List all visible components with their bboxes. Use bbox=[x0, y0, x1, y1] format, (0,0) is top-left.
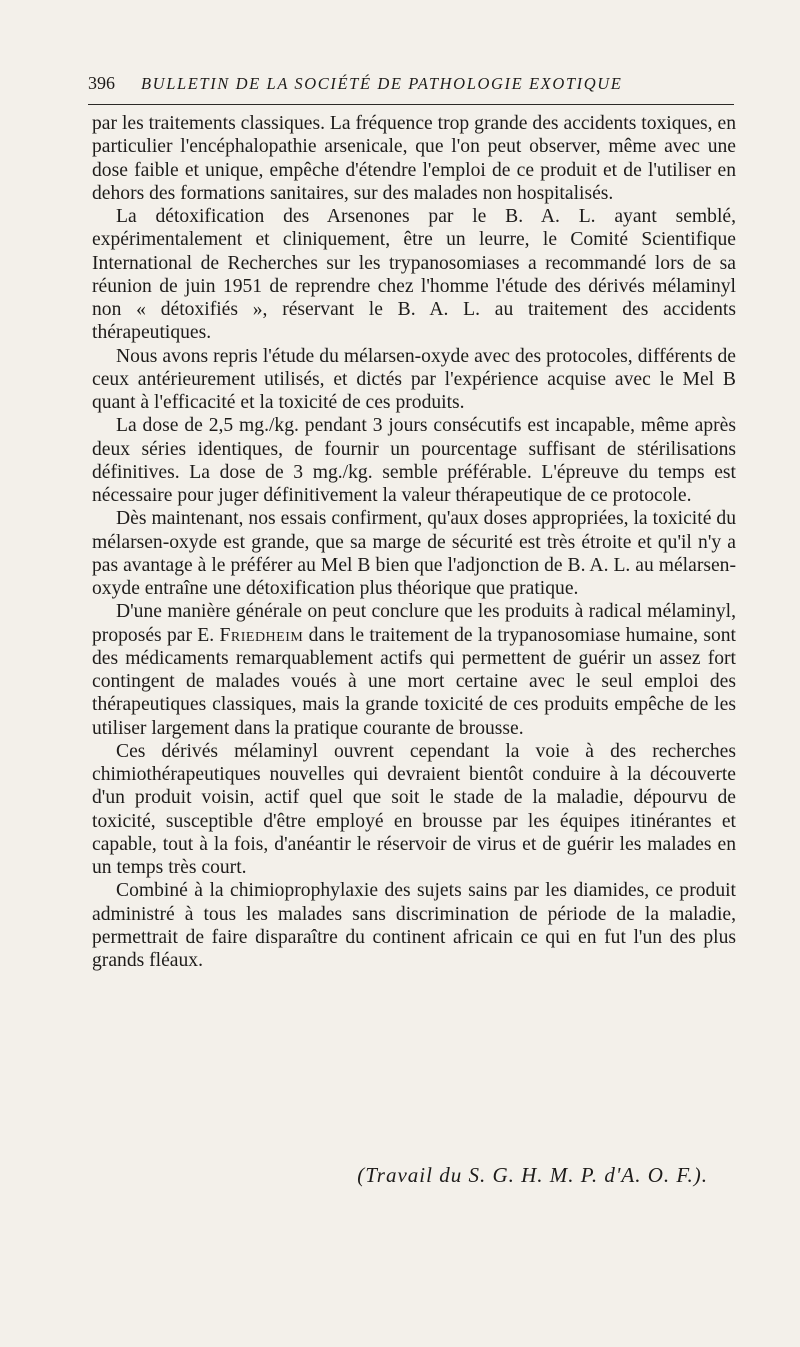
paragraph-2: La détoxification des Arsenones par le B. A. L. ayant semblé, expérimentalement et cliniquement, être un leurre, le Comité Scientifique International de Recherches sur les trypanosomiases a recommandé lors de sa réunion de juin 1951 de reprendre chez l'homme l'étude des dérivés mélaminyl non « détoxifiés », réservant le B. A. L. au traitement des accidents thérapeutiques. bbox=[92, 206, 736, 344]
paragraph-6-start: D'une manière générale on peut conclure que les produits à radical mélaminyl, proposés par E. bbox=[92, 601, 736, 646]
article-body bbox=[92, 112, 736, 972]
paragraph-1: par les traitements classiques. La fréquence trop grande des accidents toxiques, en particulier l'encéphalopathie arsenicale, que l'on peut observer, même avec une dose faible et unique, empêche d'étendre l'emploi de ce produit et de l'utiliser en dehors des formations sanitaires, sur des malades non hospitalisés. bbox=[92, 113, 736, 204]
paragraph-3: Nous avons repris l'étude du mélarsen-oxyde avec des protocoles, différents de ceux antérieurement utilisés, et dictés par l'expérience acquise avec le Mel B quant à l'efficacité et la toxicité de ces produits. bbox=[92, 345, 736, 413]
running-title: BULLETIN DE LA SOCIÉTÉ DE PATHOLOGIE EXOTIQUE bbox=[141, 74, 623, 93]
page-number: 396 bbox=[88, 73, 115, 93]
paragraph-4: La dose de 2,5 mg./kg. pendant 3 jours consécutifs est incapable, même après deux séries identiques, de fournir un pourcentage suffisant de stérilisations définitives. La dose de 3 mg./kg. semble préférable. L'épreuve du temps est nécessaire pour juger définitivement la valeur thérapeutique de ce protocole. bbox=[92, 415, 736, 506]
paragraph-6-end: dans le traitement de la trypanosomiase humaine, sont des médicaments remarquablement actifs qui permettent de guérir un assez fort contingent de malades voués à une mort certaine avec le seul emploi des thérapeutiques classiques, mais la grande toxicité de ces produits empêche de les utiliser largement dans la pratique courante de brousse. bbox=[92, 624, 736, 739]
author-name: Friedheim bbox=[219, 624, 304, 646]
work-credit: (Travail du S. G. H. M. P. d'A. O. F.). bbox=[357, 1163, 708, 1187]
paragraph-6 bbox=[92, 600, 736, 740]
header-rule bbox=[88, 104, 734, 105]
paragraph-8: Combiné à la chimioprophylaxie des sujets sains par les diamides, ce produit administré à tous les malades sans discrimination de période de la maladie, permettrait de faire disparaître du continent africain ce qui en fut l'un des plus grands fléaux. bbox=[92, 880, 736, 971]
paragraph-7: Ces dérivés mélaminyl ouvrent cependant la voie à des recherches chimiothérapeutiques nouvelles qui devraient bientôt conduire à la découverte d'un produit voisin, actif quel que soit le stade de la maladie, dépourvu de toxicité, susceptible d'être employé en brousse par les équipes itinérantes et capable, tout à la fois, d'anéantir le réservoir de virus et de guérir les malades en un temps très court. bbox=[92, 740, 736, 878]
paragraph-5: Dès maintenant, nos essais confirment, qu'aux doses appropriées, la toxicité du mélarsen-oxyde est grande, que sa marge de sécurité est très étroite et qu'il n'y a pas avantage à le préférer au Mel B bien que l'adjonction de B. A. L. au mélarsen-oxyde entraîne une détoxification plus théorique que pratique. bbox=[92, 508, 736, 599]
page-header bbox=[88, 73, 734, 103]
